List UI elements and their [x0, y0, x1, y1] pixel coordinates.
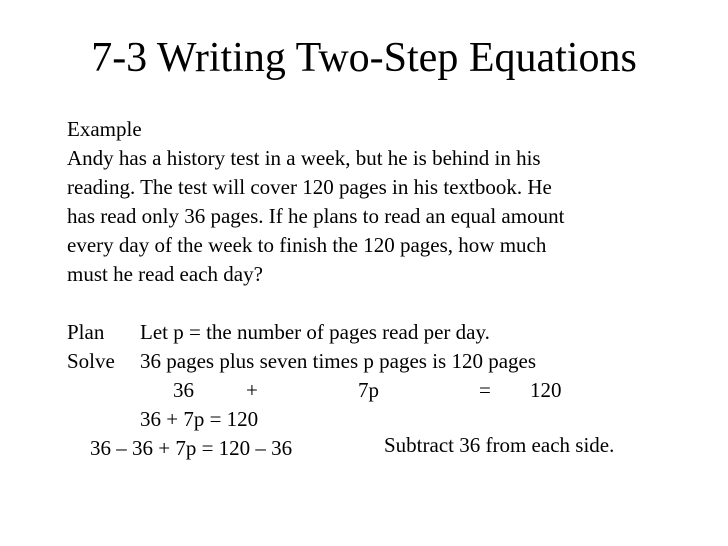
equation-step-2: 36 – 36 + 7p = 120 – 36: [90, 436, 293, 460]
equation-term-equals: =: [479, 378, 491, 402]
solve-label: Solve: [67, 349, 115, 373]
problem-line-3: has read only 36 pages. If he plans to read an equal amount: [67, 204, 565, 228]
problem-line-5: must he read each day?: [67, 262, 263, 286]
problem-line-4: every day of the week to finish the 120 pages, how much: [67, 233, 547, 257]
plan-text: Let p = the number of pages read per day.: [140, 320, 490, 344]
problem-line-2: reading. The test will cover 120 pages in his textbook. He: [67, 175, 552, 199]
step-note: Subtract 36 from each side.: [384, 433, 615, 457]
example-label: Example: [67, 117, 142, 141]
plan-label: Plan: [67, 320, 105, 344]
problem-line-1: Andy has a history test in a week, but he is behind in his: [67, 146, 541, 170]
solve-text: 36 pages plus seven times p pages is 120 pages: [140, 349, 537, 373]
equation-term-36: 36: [173, 378, 194, 402]
equation-step-1: 36 + 7p = 120: [140, 407, 259, 431]
slide-title: 7-3 Writing Two-Step Equations: [91, 35, 637, 81]
equation-term-plus: +: [246, 378, 258, 402]
equation-term-120: 120: [530, 378, 562, 402]
equation-term-7p: 7p: [358, 378, 379, 402]
